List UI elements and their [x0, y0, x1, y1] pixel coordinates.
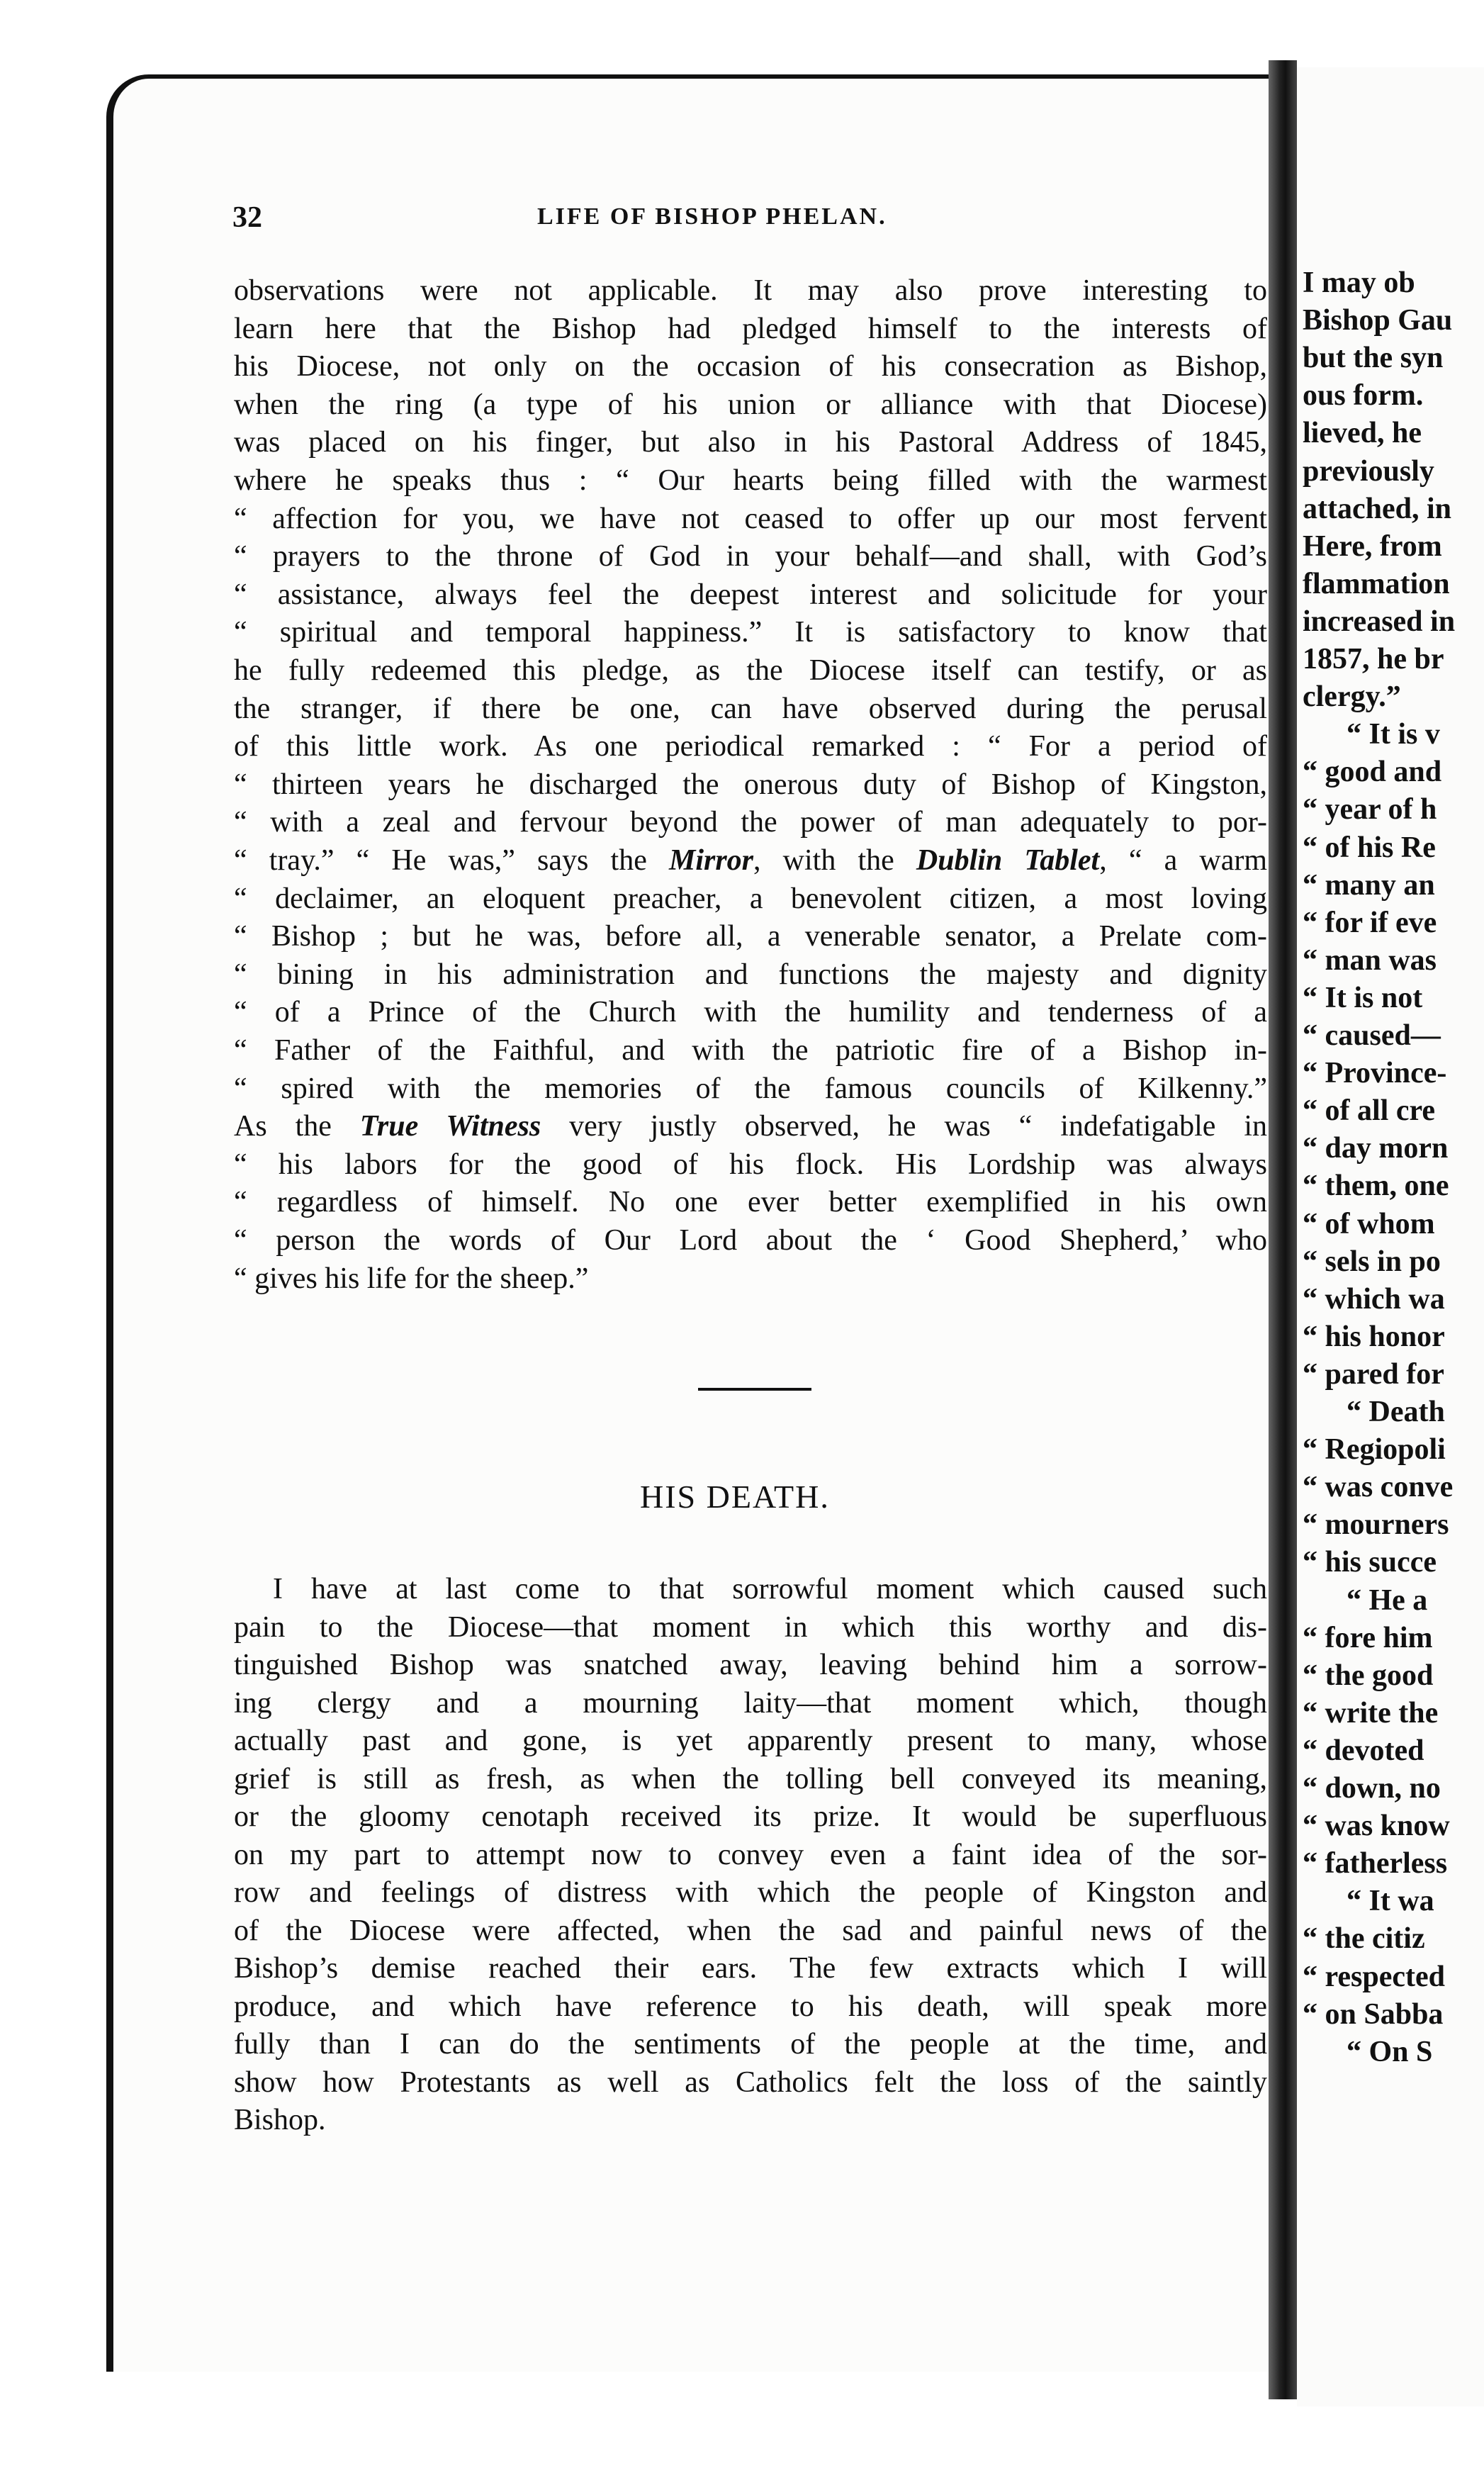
running-title: LIFE OF BISHOP PHELAN. — [537, 203, 887, 230]
text-line: “ with a zeal and fervour beyond the power of man adequately to por- — [234, 806, 1267, 839]
facing-page-line: “ for if eve — [1303, 906, 1437, 939]
facing-page-line: “ many an — [1303, 868, 1435, 902]
facing-page-line: I may ob — [1303, 267, 1415, 299]
facing-page-line: “ of all cre — [1303, 1094, 1435, 1128]
facing-page-line: ous form. — [1303, 379, 1424, 413]
text-segment: , “ a warm — [1099, 844, 1267, 877]
facing-page-line: “ It is not — [1303, 981, 1423, 1014]
facing-page-line: “ devoted — [1303, 1734, 1424, 1767]
text-line: row and feelings of distress with which the people of Kingston and — [234, 1876, 1267, 1909]
facing-page-line: “ fore him — [1303, 1621, 1433, 1654]
text-line: fully than I can do the sentiments of the people at the time, and — [234, 2028, 1267, 2061]
text-segment: “ tray.” “ He was,” says the — [234, 844, 669, 877]
text-line: “ regardless of himself. No one ever better exemplified in his own — [234, 1186, 1267, 1219]
facing-page-line: “ He a — [1347, 1583, 1428, 1617]
text-line: “ Father of the Faithful, and with the patriotic fire of a Bishop in- — [234, 1034, 1267, 1067]
text-line: produce, and which have reference to his death, will speak more — [234, 1990, 1267, 2023]
text-line: “ prayers to the throne of God in your behalf—and shall, with God’s — [234, 540, 1267, 573]
facing-page-line: “ respected — [1303, 1960, 1445, 1993]
text-line: show how Protestants as well as Catholics felt the loss of the saintly — [234, 2065, 1267, 2099]
facing-page-line: flammation — [1303, 567, 1450, 600]
text-line: I have at last come to that sorrowful moment which caused such — [273, 1573, 1267, 1605]
text-line: “ spiritual and temporal happiness.” It is satisfactory to know that — [234, 616, 1267, 649]
text-line: or the gloomy cenotaph received its prize. It would be superfluous — [234, 1800, 1267, 1833]
facing-page-line: “ was know — [1303, 1810, 1450, 1843]
text-line: he fully redeemed this pledge, as the Diocese itself can testify, or as — [234, 654, 1267, 687]
text-line: “ thirteen years he discharged the onerous duty of Bishop of Kingston, — [234, 768, 1267, 801]
text-line: Bishop. — [234, 2104, 326, 2136]
text-line: grief is still as fresh, as when the tolling bell conveyed its meaning, — [234, 1762, 1267, 1795]
facing-page-line: lieved, he — [1303, 417, 1422, 450]
facing-page-line: “ the citiz — [1303, 1922, 1425, 1956]
text-line: was placed on his finger, but also in his Pastoral Address of 1845, — [234, 426, 1267, 459]
text-line: “ bining in his administration and functions the majesty and dignity — [234, 958, 1267, 991]
section-heading: HIS DEATH. — [640, 1479, 830, 1515]
facing-page-line: “ of his Re — [1303, 831, 1436, 864]
text-line: where he speaks thus : “ Our hearts being filled with the warmest — [234, 464, 1267, 497]
text-segment: As the — [234, 1110, 360, 1143]
facing-page-line: previously — [1303, 454, 1434, 488]
facing-page-line: “ It is v — [1347, 718, 1440, 751]
text-line: on my part to attempt now to convey even a faint idea of the sor- — [234, 1838, 1267, 1871]
facing-page-line: “ them, one — [1303, 1170, 1449, 1203]
italic-title-mirror: Mirror — [668, 844, 754, 877]
facing-page-line: “ mourners — [1303, 1508, 1449, 1542]
facing-page-line: “ fatherless — [1303, 1847, 1448, 1880]
text-line: “ assistance, always feel the deepest interest and solicitude for your — [234, 578, 1267, 611]
facing-page-line: “ Regiopoli — [1303, 1433, 1446, 1467]
facing-page-line: increased in — [1303, 605, 1456, 638]
text-line — [234, 1107, 1267, 1145]
text-line: observations were not applicable. It may also prove interesting to — [234, 274, 1267, 307]
facing-page-line: “ his honor — [1303, 1320, 1445, 1353]
text-line: of this little work. As one periodical remarked : “ For a period of — [234, 730, 1267, 763]
text-line: “ declaimer, an eloquent preacher, a benevolent citizen, a most loving — [234, 882, 1267, 915]
facing-page-line: clergy.” — [1303, 680, 1401, 714]
running-head — [232, 201, 1274, 243]
text-line: ing clergy and a mourning laity—that moment which, though — [234, 1686, 1267, 1720]
facing-page-line: “ the good — [1303, 1659, 1434, 1692]
text-line: “ Bishop ; but he was, before all, a venerable senator, a Prelate com- — [234, 920, 1267, 953]
facing-page-line: “ of whom — [1303, 1207, 1435, 1240]
text-segment: very justly observed, he was “ indefatigable in — [541, 1110, 1267, 1143]
text-line: tinguished Bishop was snatched away, leaving behind him a sorrow- — [234, 1649, 1267, 1681]
facing-page-line: but the syn — [1303, 342, 1444, 375]
facing-page-line: “ pared for — [1303, 1357, 1444, 1391]
facing-page-line: 1857, he br — [1303, 643, 1444, 675]
text-line: the stranger, if there be one, can have observed during the perusal — [234, 692, 1267, 725]
facing-page-line: “ Death — [1347, 1396, 1445, 1428]
facing-page-line: “ down, no — [1303, 1772, 1441, 1805]
facing-page-line: attached, in — [1303, 492, 1451, 525]
facing-page-line: Bishop Gau — [1303, 304, 1453, 337]
text-line: “ of a Prince of the Church with the humility and tenderness of a — [234, 996, 1267, 1029]
facing-page-line: “ On S — [1347, 2035, 1433, 2068]
text-line: learn here that the Bishop had pledged himself to the interests of — [234, 312, 1267, 345]
italic-title-dublin-tablet: Dublin Tablet — [916, 844, 1100, 877]
facing-page — [1297, 67, 1484, 2406]
section-rule — [698, 1388, 811, 1391]
text-line: “ person the words of Our Lord about the ‘ Good Shepherd,’ who — [234, 1224, 1267, 1257]
facing-page-line: “ man was — [1303, 943, 1437, 977]
facing-page-line: “ good and — [1303, 756, 1442, 789]
text-line: “ his labors for the good of his flock. His Lordship was always — [234, 1148, 1267, 1181]
text-line: of the Diocese were affected, when the sad and painful news of the — [234, 1914, 1267, 1947]
facing-page-line: “ write the — [1303, 1696, 1439, 1729]
text-line: “ affection for you, we have not ceased to offer up our most fervent — [234, 502, 1267, 535]
text-line: Bishop’s demise reached their ears. The few extracts which I will — [234, 1952, 1267, 1985]
facing-page-line: “ Province- — [1303, 1057, 1447, 1090]
text-line: his Diocese, not only on the occasion of his consecration as Bishop, — [234, 350, 1267, 383]
text-line: “ gives his life for the sheep.” — [234, 1262, 589, 1295]
facing-page-line: “ was conve — [1303, 1471, 1454, 1504]
text-line: pain to the Diocese—that moment in which this worthy and dis- — [234, 1610, 1267, 1644]
book-gutter — [1269, 60, 1297, 2399]
facing-page-line: “ on Sabba — [1303, 1997, 1444, 2031]
facing-page-line: “ It wa — [1347, 1885, 1434, 1918]
text-line: “ spired with the memories of the famous councils of Kilkenny.” — [234, 1072, 1267, 1105]
facing-page-line: “ day morn — [1303, 1132, 1449, 1165]
facing-page-line: “ caused— — [1303, 1019, 1441, 1052]
italic-title-true-witness: True Witness — [359, 1110, 541, 1143]
facing-page-line: Here, from — [1303, 529, 1442, 563]
facing-page-line: “ sels in po — [1303, 1245, 1441, 1278]
facing-page-line: “ his succe — [1303, 1546, 1437, 1579]
facing-page-line: “ year of h — [1303, 793, 1437, 826]
facing-page-line: “ which wa — [1303, 1282, 1445, 1316]
text-segment: , with the — [753, 844, 916, 877]
text-line: actually past and gone, is yet apparently present to many, whose — [234, 1725, 1267, 1757]
text-line: when the ring (a type of his union or alliance with that Diocese) — [234, 388, 1267, 421]
page-number: 32 — [232, 201, 262, 234]
text-line — [234, 841, 1267, 880]
